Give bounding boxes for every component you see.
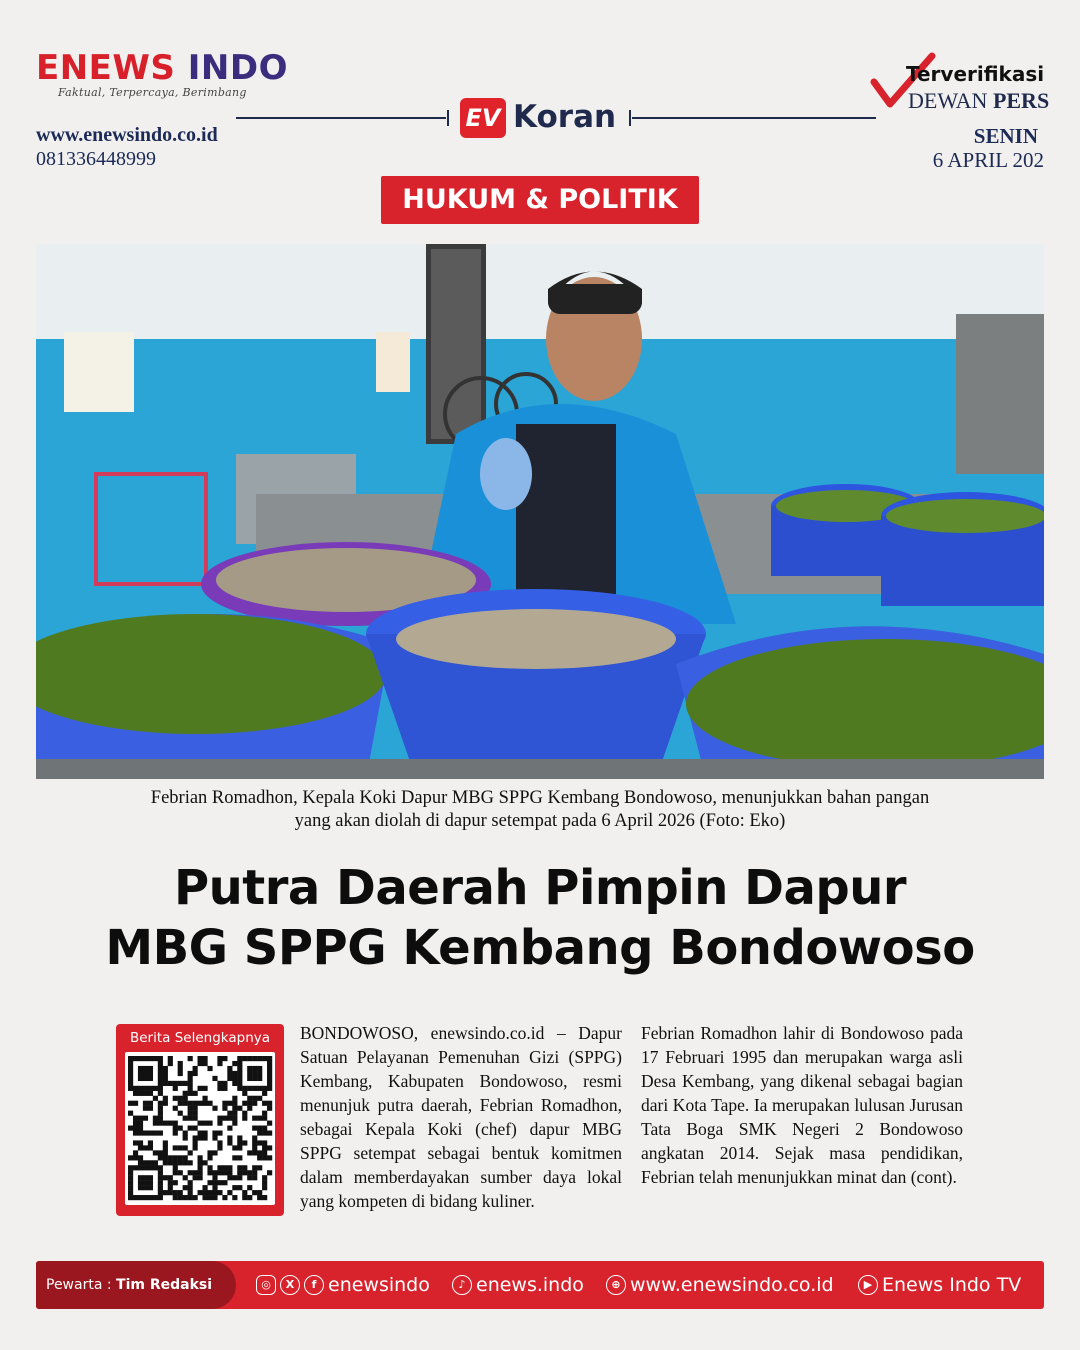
header-day: SENIN	[973, 124, 1038, 148]
tiktok-handle: enews.indo	[476, 1274, 584, 1296]
header-date: 6 APRIL 202	[932, 148, 1044, 172]
footer-tiktok[interactable]	[452, 1261, 584, 1309]
youtube-channel: Enews Indo TV	[882, 1274, 1022, 1296]
brand-enews: ENEWS	[36, 48, 176, 88]
youtube-icon: ▶	[858, 1275, 878, 1295]
web-address: www.enewsindo.co.id	[630, 1274, 834, 1296]
divider-right	[632, 117, 876, 119]
x-icon: X	[280, 1275, 300, 1295]
social-handle: enewsindo	[328, 1274, 430, 1296]
article-column-1: BONDOWOSO, enewsindo.co.id – Dapur Satuan Pelayanan Pemenuhan Gizi (SPPG) Kembang, Kabupaten Bondowoso, resmi menunjuk putra daerah, Febrian Romadhon, sebagai Kepala Koki (chef) dapur MBG SPPG setempat sebagai bentuk komitmen dalam memberdayakan sumber daya lokal yang kompeten di bidang kuliner.	[300, 1023, 622, 1211]
qr-title: Berita Selengkapnya	[129, 1030, 271, 1046]
header-phone: 081336448999	[36, 148, 156, 170]
headline-line-2: MBG SPPG Kembang Bondowoso	[105, 920, 975, 976]
tiktok-icon: ♪	[452, 1275, 472, 1295]
globe-icon: ⊕	[606, 1275, 626, 1295]
brand-tagline: Faktual, Terpercaya, Berimbang	[58, 86, 247, 99]
footer-social[interactable]	[256, 1261, 430, 1309]
caption-line-1: Febrian Romadhon, Kepala Koki Dapur MBG SPPG Kembang Bondowoso, menunjukkan bahan pangan	[150, 788, 930, 808]
dewan-pers-label: DEWAN PERS	[908, 88, 1050, 113]
article-photo	[36, 244, 1044, 779]
photo-caption	[36, 787, 1044, 833]
category-badge: HUKUM & POLITIK	[381, 176, 699, 224]
photo-image	[36, 244, 1044, 779]
facebook-icon: f	[304, 1275, 324, 1295]
header-website[interactable]: www.enewsindo.co.id	[36, 124, 218, 146]
caption-line-2: yang akan diolah di dapur setempat pada 6 April 2026 (Foto: Eko)	[294, 811, 786, 831]
divider-left	[236, 117, 446, 119]
edition-logo: EV	[460, 98, 506, 138]
footer-web[interactable]	[606, 1261, 834, 1309]
headline-line-1: Putra Daerah Pimpin Dapur	[173, 860, 907, 916]
instagram-icon: ◎	[256, 1275, 276, 1295]
verified-label: Terverifikasi	[906, 62, 1045, 86]
brand-logo	[36, 48, 288, 88]
article-column-2: Febrian Romadhon lahir di Bondowoso pada 17 Februari 1995 dan merupakan warga asli Desa Kembang, yang dikenal sebagai bagian dari Kota Tape. Ia merupakan lulusan Jurusan Tata Boga SMK Negeri 2 Bondowoso angkatan 2014. Sejak masa pendidikan, Febrian telah menunjukkan minat dan (cont).	[641, 1023, 963, 1187]
qr-code-icon[interactable]	[125, 1052, 275, 1205]
article-headline	[30, 858, 1050, 978]
pewarta-credit: Pewarta : Tim Redaksi	[46, 1277, 213, 1293]
edition-label: Koran	[513, 99, 617, 135]
brand-indo: INDO	[187, 48, 288, 88]
footer-youtube[interactable]	[858, 1261, 1021, 1309]
